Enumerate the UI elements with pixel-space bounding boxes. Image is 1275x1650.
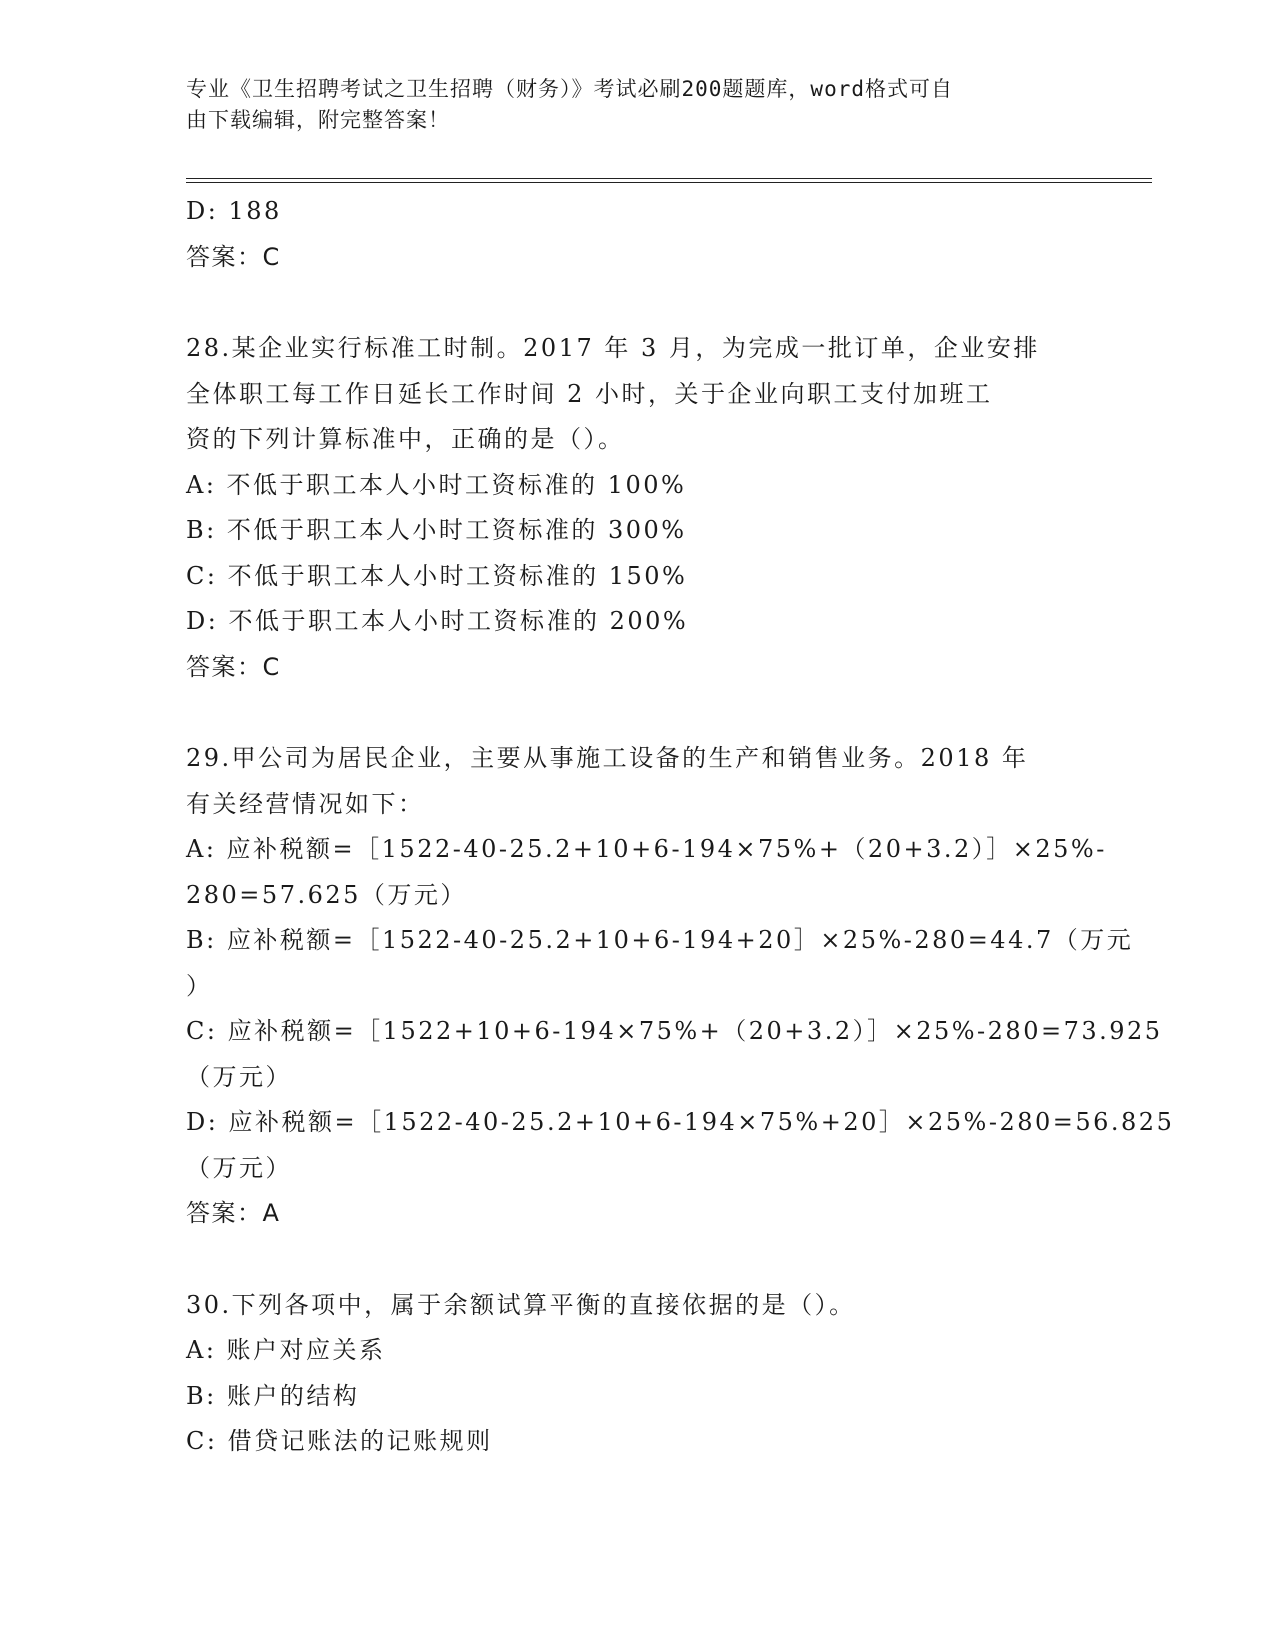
q30-option-b: B: 账户的结构 <box>186 1381 360 1410</box>
q29-option-a-line-2: 280=57.625（万元） <box>186 880 467 909</box>
document-header <box>186 74 1066 136</box>
question-30 <box>186 1283 1076 1465</box>
q29-text-line-2: 有关经营情况如下： <box>186 789 425 818</box>
header-divider-top <box>186 178 1152 179</box>
question-29 <box>186 736 1175 1237</box>
q29-option-b-line-1: B: 应补税额=［1522-40-25.2+10+6-194+20］×25%-280=44.7（万元 <box>186 926 1134 954</box>
header-divider-bottom <box>186 182 1152 183</box>
q29-option-c-line-1: C: 应补税额=［1522+10+6-194×75%+（20+3.2）］×25%-280=73.925 <box>186 1017 1163 1045</box>
q30-text-line-1: 30.下列各项中，属于余额试算平衡的直接依据的是（）。 <box>186 1290 856 1319</box>
q28-text-line-2: 全体职工每工作日延长工作时间 2 小时，关于企业向职工支付加班工 <box>186 379 993 408</box>
q29-text-line-1: 29.甲公司为居民企业，主要从事施工设备的生产和销售业务。2018 年 <box>186 744 1029 772</box>
spacer <box>186 280 1076 326</box>
question-content <box>186 189 1175 1465</box>
q29-option-b-line-2: ） <box>186 971 213 1000</box>
spacer <box>186 1237 1076 1283</box>
prev-option-d: D: 188 <box>186 197 282 225</box>
prev-answer: 答案：C <box>186 242 281 271</box>
q29-option-a-line-1: A: 应补税额=［1522-40-25.2+10+6-194×75%+（20+3.2）］×25%- <box>186 835 1107 863</box>
q29-answer: 答案：A <box>186 1199 281 1227</box>
q30-option-c: C: 借贷记账法的记账规则 <box>186 1427 493 1455</box>
q28-answer: 答案：C <box>186 652 281 681</box>
header-title-line-2: 由下载编辑，附完整答案！ <box>186 108 450 132</box>
q28-text-line-3: 资的下列计算标准中，正确的是（）。 <box>186 425 625 453</box>
q30-option-a: A: 账户对应关系 <box>186 1336 386 1364</box>
q28-text-line-1: 28.某企业实行标准工时制。2017 年 3 月，为完成一批订单，企业安排 <box>186 334 1040 362</box>
q28-option-b: B: 不低于职工本人小时工资标准的 300% <box>186 516 687 544</box>
q28-option-a: A: 不低于职工本人小时工资标准的 100% <box>186 470 687 499</box>
spacer <box>186 690 1076 736</box>
q28-option-d: D: 不低于职工本人小时工资标准的 200% <box>186 607 689 635</box>
question-28 <box>186 326 1076 690</box>
q28-option-c: C: 不低于职工本人小时工资标准的 150% <box>186 561 688 590</box>
q29-option-c-line-2: （万元） <box>186 1062 292 1091</box>
header-title-line-1: 专业《卫生招聘考试之卫生招聘（财务）》考试必刷200题题库，word格式可自 <box>186 77 953 101</box>
q29-option-d-line-1: D: 应补税额=［1522-40-25.2+10+6-194×75%+20］×25%-280=56.825 <box>186 1108 1175 1136</box>
q29-option-d-line-2: （万元） <box>186 1153 292 1182</box>
